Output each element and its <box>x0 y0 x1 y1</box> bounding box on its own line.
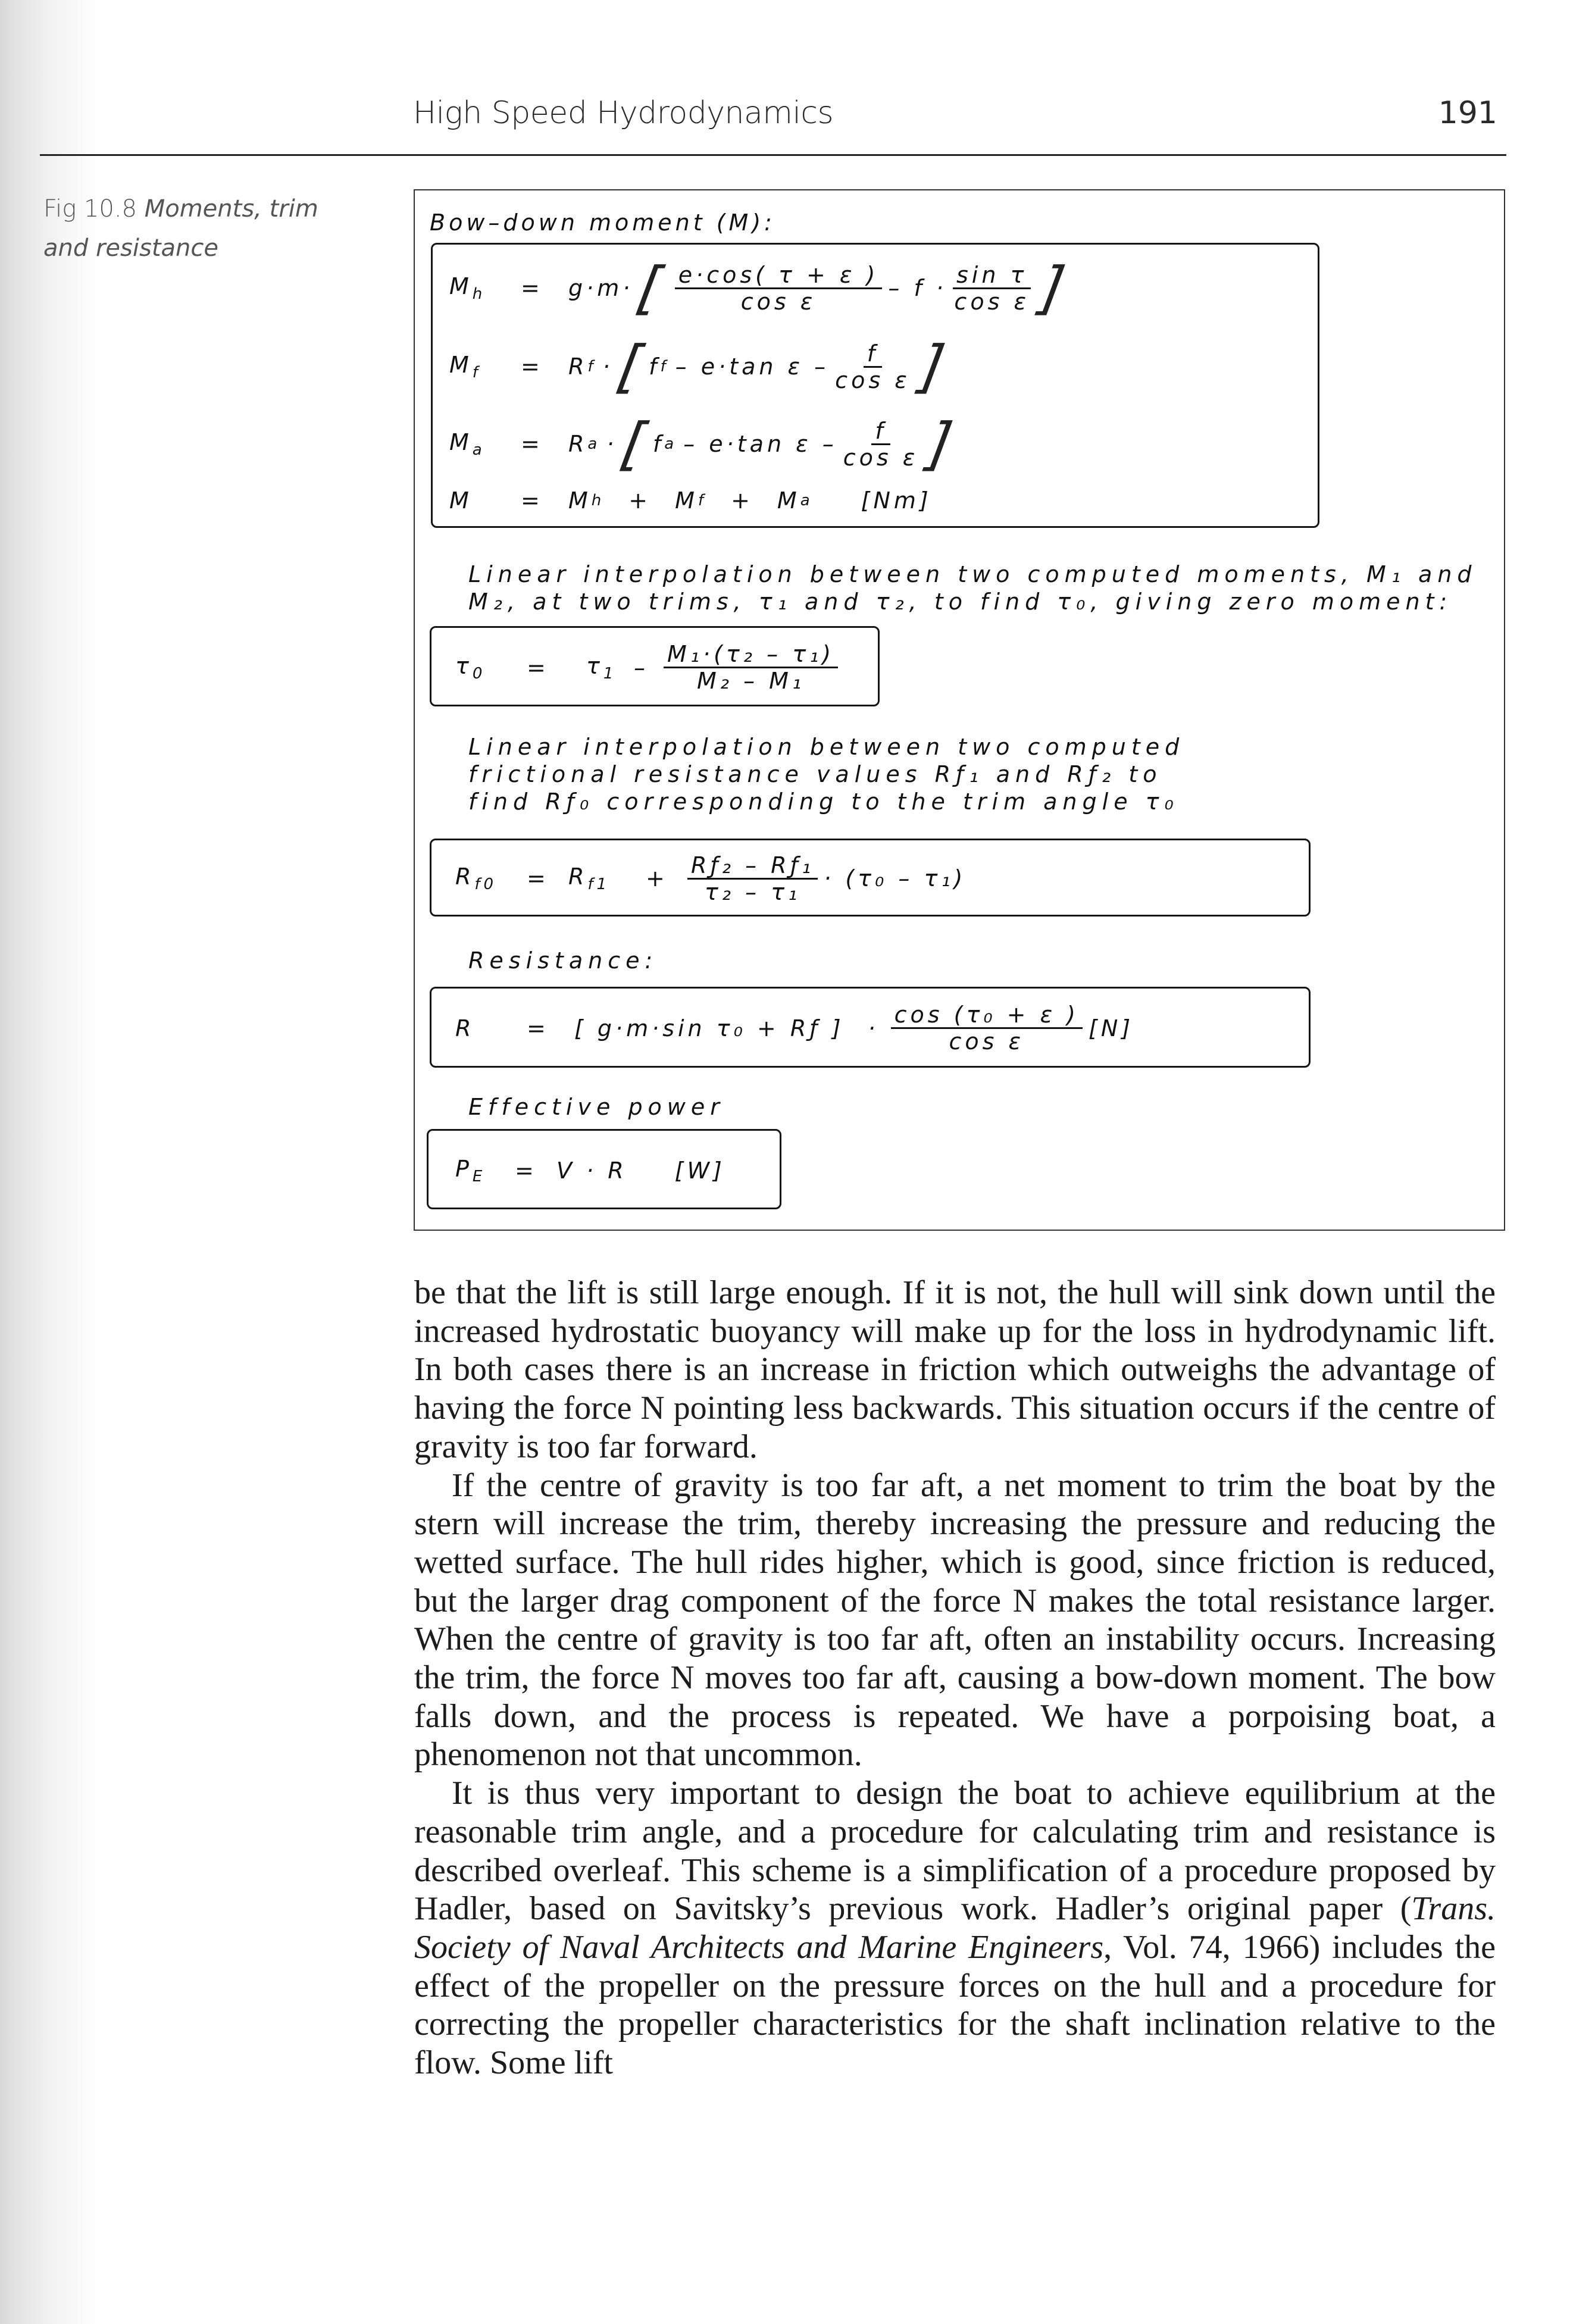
figure-title: Moments, trim and resistance <box>43 195 318 262</box>
equals-sign: = <box>521 487 543 514</box>
m-term-a: M <box>777 487 800 514</box>
equals-sign: = <box>515 1157 537 1184</box>
tau0-numerator: M₁·(τ₂ – τ₁) <box>664 643 838 668</box>
journal-citation: Trans. Society of Naval Architects and Marine Engineers <box>414 1890 1496 1966</box>
unit-nm: [Nm] <box>861 487 932 514</box>
mf-term2: – e·tan ε – <box>675 354 830 380</box>
plus-sign: + <box>628 487 652 514</box>
scan-gutter-shadow <box>0 0 101 2324</box>
header-rule <box>40 154 1506 156</box>
resistance-bracket-term: [ g·m·sin τ₀ + Rƒ ] <box>574 1015 845 1041</box>
mh-prefix: g·m· <box>568 275 634 301</box>
m-term-f-sub: f <box>698 492 708 509</box>
tau0-fraction <box>664 643 838 692</box>
interp-friction-line-1: Linear interpolation between two computed <box>468 734 1185 760</box>
running-title: High Speed Hydrodynamics <box>413 95 834 131</box>
mh-fraction-2 <box>953 261 1031 315</box>
bow-down-heading: Bow–down moment (M): <box>430 209 775 236</box>
r-symbol: R <box>455 1015 475 1041</box>
right-bracket-icon: ] <box>923 411 961 477</box>
minus-sign: – <box>634 654 649 681</box>
resistance-heading: Resistance: <box>468 947 658 974</box>
formula-power <box>455 1139 725 1202</box>
ma-frac-numerator: f <box>871 420 890 445</box>
formula-rf0 <box>455 849 966 908</box>
interp-moment-text <box>468 561 1477 615</box>
paragraph-3 <box>414 1774 1496 2082</box>
tau0-symbol: τ <box>455 652 473 679</box>
rf0-fraction <box>687 854 818 903</box>
mf-fraction <box>835 342 911 392</box>
body-text <box>414 1274 1496 2082</box>
resistance-formula-box <box>430 987 1311 1068</box>
mh-mid-term: – f · <box>888 275 947 301</box>
tau0-denominator: M₂ – M₁ <box>696 668 805 694</box>
equals-sign: = <box>521 354 543 380</box>
mf-prefix-subscript: f <box>587 358 597 376</box>
tau0-subscript: 0 <box>472 664 486 683</box>
formula-mh <box>449 255 1072 321</box>
rf1-symbol: R <box>568 864 588 890</box>
rf0-formula-box <box>430 839 1311 917</box>
right-bracket-icon: ] <box>915 333 953 400</box>
unit-n: [N] <box>1089 1015 1134 1041</box>
tau1-symbol: τ <box>586 652 603 679</box>
mh-subscript: h <box>472 285 486 303</box>
rf0-denominator: τ₂ – τ₁ <box>704 878 801 905</box>
tau0-formula-box <box>430 626 880 706</box>
equals-sign: = <box>527 1015 549 1041</box>
left-bracket-icon: [ <box>616 411 654 477</box>
equals-sign: = <box>527 654 549 681</box>
power-heading: Effective power <box>468 1094 725 1120</box>
right-bracket-icon: ] <box>1036 255 1074 321</box>
ma-fraction <box>843 417 919 471</box>
mh-symbol: M <box>449 273 473 299</box>
resistance-numerator: cos (τ₀ + ε ) <box>891 1003 1083 1029</box>
mf-dot: · <box>602 354 614 380</box>
rf0-tail: · (τ₀ – τ₁) <box>824 865 967 892</box>
unit-w: [W] <box>674 1157 725 1184</box>
resistance-dot: · <box>868 1015 879 1041</box>
power-formula-box <box>427 1129 781 1209</box>
power-rhs: V · R <box>556 1157 627 1184</box>
formula-m-total <box>449 486 932 515</box>
mf-subscript: f <box>472 364 481 381</box>
figure-10-8 <box>414 189 1505 1231</box>
paragraph-2: If the centre of gravity is too far aft, a net moment to trim the boat by the stern will increase the trim, thereby increasing the pressure and reducing the wetted surface. The hull rides higher, which is good, since friction is reduced, but the larger drag component of the force N makes the total resistance larger. When the centre of gravity is too far aft, often an instability occurs. Increasing the trim, the force N moves too far aft, causing a bow-down moment. The bow falls down, and the process is repeated. We have a porpoising boat, a phenomenon not that uncommon. <box>414 1466 1496 1774</box>
page-number: 191 <box>1438 95 1497 131</box>
ma-term1-subscript: a <box>664 435 678 453</box>
mh-frac1-denominator: cos ε <box>740 288 817 315</box>
paragraph-3-text: It is thus very important to design the boat to achieve equilibrium at the reasonable trim angle, and a procedure for calculating trim and resistance is described overleaf. This scheme is a simplification of a procedure proposed by Hadler, based on Savitsky’s previous work. Hadler’s original paper ( <box>414 1775 1496 1928</box>
left-bracket-icon: [ <box>612 333 650 400</box>
mh-frac2-denominator: cos ε <box>954 288 1030 315</box>
ma-term2: – e·tan ε – <box>683 431 837 457</box>
rf0-numerator: Rƒ₂ – Rƒ₁ <box>687 854 818 880</box>
m-term-h-sub: h <box>591 492 605 509</box>
mh-frac1-numerator: e·cos( τ + ε ) <box>675 264 883 289</box>
mf-frac-denominator: cos ε <box>835 367 911 393</box>
tau1-subscript: 1 <box>603 664 617 683</box>
paragraph-1: be that the lift is still large enough. If it is not, the hull will sink down until the increased hydrostatic buoyancy will make up for the loss in hydrodynamic lift. In both cases there is an increase in friction which outweighs the advantage of having the force N pointing less backwards. This situation occurs if the centre of gravity is too far forward. <box>414 1274 1496 1465</box>
paragraph-3-text-cont: , Vol. 74, 1966) includes the effect of the propeller on the pressure forces on the hull and a procedure for correcting the propeller characteristics for the shaft inclination relative to the flow. Some lift <box>414 1928 1496 2082</box>
plus-sign: + <box>731 487 753 514</box>
ma-subscript: a <box>472 441 486 459</box>
formula-mf <box>449 334 952 399</box>
equals-sign: = <box>521 275 543 301</box>
resistance-denominator: cos ε <box>949 1028 1025 1055</box>
resistance-fraction <box>891 1003 1083 1053</box>
m-term-f: M <box>675 487 698 514</box>
moments-formula-box <box>431 243 1319 528</box>
rf1-subscript: f1 <box>587 875 611 893</box>
rf0-symbol: R <box>455 864 475 890</box>
equals-sign: = <box>521 431 543 457</box>
ma-term1: f <box>652 431 665 457</box>
left-bracket-icon: [ <box>632 255 670 321</box>
interp-friction-line-2: frictional resistance values Rƒ₁ and Rƒ₂ to <box>468 761 1162 787</box>
formula-resistance <box>455 997 1134 1059</box>
plus-sign: + <box>646 865 668 892</box>
mh-frac2-numerator: sin τ <box>953 264 1031 289</box>
mf-prefix: R <box>568 354 588 380</box>
mf-symbol: M <box>449 352 473 378</box>
interp-friction-text <box>468 733 1184 815</box>
figure-number: Fig 10.8 <box>43 195 137 223</box>
interp-moment-line-1: Linear interpolation between two computed moments, M₁ and <box>468 561 1477 587</box>
ma-prefix: R <box>568 431 588 457</box>
formula-ma <box>449 411 960 477</box>
equals-sign: = <box>527 865 549 892</box>
pe-symbol: P <box>455 1155 473 1182</box>
mf-term1: f <box>649 354 661 380</box>
m-term-h: M <box>568 487 592 514</box>
ma-frac-denominator: cos ε <box>843 444 919 471</box>
mf-frac-numerator: f <box>864 342 882 368</box>
formula-tau0 <box>455 636 844 699</box>
mh-fraction-1 <box>675 261 883 315</box>
figure-caption <box>43 189 365 268</box>
m-term-a-sub: a <box>800 492 814 509</box>
ma-symbol: M <box>449 429 473 455</box>
pe-subscript: E <box>472 1167 486 1186</box>
interp-friction-line-3: find Rƒ₀ corresponding to the trim angle τ₀ <box>468 789 1179 815</box>
interp-moment-line-2: M₂, at two trims, τ₁ and τ₂, to find τ₀, giving zero moment: <box>468 589 1453 615</box>
mf-term1-subscript: f <box>660 358 670 376</box>
ma-prefix-subscript: a <box>587 435 601 453</box>
rf0-subscript: f0 <box>474 875 498 893</box>
ma-dot: · <box>606 431 618 457</box>
m-symbol: M <box>449 487 473 514</box>
